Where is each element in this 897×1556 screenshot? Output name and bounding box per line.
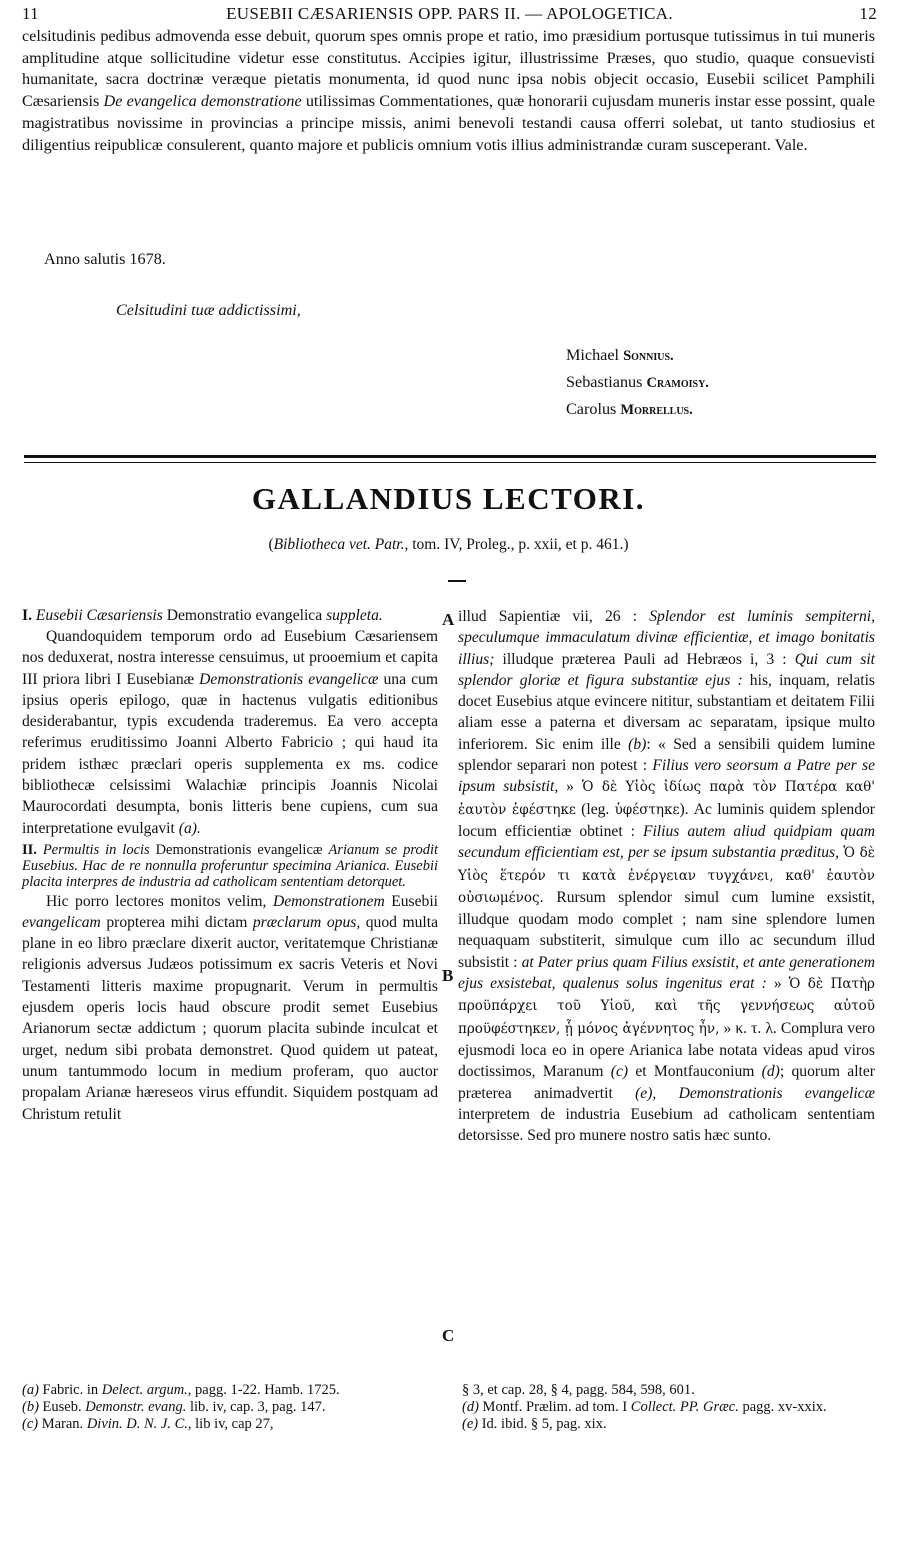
section-divider-thin: [24, 462, 876, 463]
signatory-last: Morrellus.: [620, 402, 693, 418]
footnote-text: lib. iv, cap. 3, pag. 147.: [186, 1398, 326, 1415]
footnote-text: , pagg. 1-22. Hamb. 1725.: [187, 1382, 340, 1398]
footnotes-right: [462, 1382, 882, 1432]
section-heading-italic: suppleta.: [326, 607, 383, 624]
text-run: Hic porro lectores monitos velim,: [46, 892, 273, 910]
footnotes-left: [22, 1382, 442, 1432]
text-run: Eusebii: [384, 892, 438, 910]
footnote-text: Montf. Prælim. ad tom. I: [478, 1398, 631, 1415]
section-heading-italic: Arianum se prodit Eusebius. Hac de re nonnulla proferuntur specimina Arianica. Eusebii placita interpres de industria ad catholicam sententiam detorquet.: [22, 841, 439, 891]
dedication-year: Anno salutis 1678.: [44, 250, 166, 268]
text-italic: Filius vero seorsum a Patre per se ipsum subsistit,: [458, 757, 875, 796]
text-run: una cum ipsius operis epilogo, quæ in hactenus vulgatis editionibus desiderabantur, typis excudenda traderemus. Ea vero accepta referimus eruditissimo Joanni Alberto Fabricio ; qui haud ita pridem isthæc præclari operis supplementa ex ms. codice bibliothecæ celsissimi Walachiæ principis Joannis Nicolai Maurocordati desumpta, bonis litteris bene cupiens, cum sua interpretatione evulgavit: [22, 670, 438, 837]
greek-text: Ὁ δὲ Υἱὸς ἕτερόν τι κατὰ ἐνέργειαν τυγχάνει, καθ' ἑαυτὸν οὐσιωμένος.: [458, 845, 875, 906]
footnote-text: lib iv, cap 27,: [191, 1415, 274, 1432]
footnote-italic: Collect. PP. Græc.: [630, 1398, 739, 1415]
margin-letter-c: C: [442, 1326, 455, 1345]
signatory-first: Sebastianus: [566, 373, 647, 391]
subtitle-open: (: [268, 536, 274, 553]
footnote-text: pagg. xv-xxix.: [738, 1398, 827, 1415]
text-run: Quandoquidem temporum ordo ad Eusebium Cæsariensem nos deduxerat, nostra interesse censuimus, ut prooemium et capita III priora libri I Eusebianæ: [22, 628, 438, 688]
running-header: [22, 4, 877, 26]
signatory-2: [566, 373, 709, 392]
text-italic: Qui cum sit splendor gloriæ et figura substantiæ ejus :: [458, 650, 875, 689]
greek-text: Ὁ δὲ Υἱὸς ἰδίως παρὰ τὸν Πατέρα καθ' ἑαυτὸν ἐφέστηκε: [458, 779, 876, 818]
text-italic: Splendor est luminis sempiterni, speculumque immaculatum divinæ efficientiæ, et imago bonitatis illius;: [458, 608, 875, 668]
dedication-text: [22, 26, 875, 156]
footnote-marker: (a): [22, 1382, 39, 1398]
greek-text: ὑφέστηκε: [614, 801, 680, 818]
signatory-last: Cramoisy.: [646, 375, 709, 391]
text-italic: Filius autem aliud quidpiam quam secundum efficientiam est, per se ipsum substantia præditus,: [458, 822, 875, 862]
signatory-last: Sonnius.: [623, 348, 674, 364]
text-italic: præclarum opus,: [252, 913, 361, 931]
footnote-text: Maran.: [38, 1415, 87, 1432]
signatory-first: Carolus: [566, 400, 621, 418]
left-column: [22, 606, 438, 1125]
text-italic: Demonstrationem: [272, 892, 385, 910]
dedication-text-b: utilissimas Commentationes, quæ honorarii cujusdam muneris instar esse possint, quale magistratibus novissime in provincias a principe missis, animi benevoli testandi causa offerri solebat, ut tanto studiosius et diligentius reipublicæ consulerent, quanto majore et publicis omnium votis illius administrandæ curam susceperant. Vale.: [22, 92, 876, 154]
subtitle-rest: , tom. IV, Proleg., p. xxii, et p. 461.): [404, 536, 629, 553]
section-number: II.: [22, 841, 37, 858]
running-title: EUSEBII CÆSARIENSIS OPP. PARS II. — APOLOGETICA.: [226, 4, 673, 23]
text-run: Rursum splendor simul cum lumine exsistit, illudque quodam modo complet ; nam sine splendore lumen nequaquam substiterit, simulque cum illo ac secundum illud subsistit :: [458, 888, 875, 971]
footnote-marker: (b): [22, 1398, 39, 1415]
text-run: »: [558, 778, 582, 796]
subtitle-italic: Bibliotheca vet. Patr.: [273, 536, 405, 553]
footnote-text: Id. ibid. § 5, pag. xix.: [478, 1415, 607, 1432]
footnote-ref: (e),: [635, 1084, 657, 1102]
margin-letter-a: A: [442, 610, 455, 629]
footnote: [462, 1382, 882, 1399]
text-run: quod multa plane in eo libro præclare dixerit auctor, veritatemque Christianæ religionis adversus Judæos potissimum ex sacris Veteris et Novi Testamenti litteris maxime propugnarit. Verum in permultis ejusdem operis locis haud obscure prodit semet Eusebius Arianorum sectæ addictum ; quorum placita subinde inculcat et urget, nedum sibi probata demonstret. Quod quidem ut pateat, unum tantummodo locum in medium proferam, quo auctor propalam Arianæ hæreseos virus effundit. Siquidem postquam ad Christum retulit: [22, 913, 438, 1123]
footnote-marker: (c): [22, 1415, 39, 1432]
footnote-ref: (b): [628, 735, 647, 753]
page-subtitle: [0, 536, 897, 554]
text-run: (leg.: [575, 800, 615, 818]
footnote: [22, 1416, 442, 1433]
footnote: [462, 1399, 882, 1416]
section-1-heading: [22, 606, 438, 626]
text-run: ; quorum alter præterea animadvertit: [458, 1063, 875, 1102]
footnote-text: § 3, et cap. 28, § 4, pagg. 584, 598, 601.: [462, 1382, 695, 1398]
text-italic: Demonstrationis evangelicæ: [656, 1084, 875, 1102]
footnote-italic: Delect. argum.: [101, 1382, 188, 1398]
dedication-paragraph: [22, 26, 875, 156]
footnote-text: Euseb.: [38, 1398, 86, 1415]
work-title-italic: De evangelica demonstratione: [103, 92, 302, 111]
footnote-ref: (a).: [178, 819, 201, 837]
footnote: [22, 1399, 442, 1416]
paragraph-1: [22, 626, 438, 839]
text-run: et Montfauconium: [628, 1063, 762, 1081]
page-number-left: 11: [22, 4, 39, 23]
dedication-text-a: celsitudinis pedibus admovenda esse debuit, quorum spes omnis prope et ratio, imo præsidium portusque tutissimus in tui muneris amplitudine atque sollicitudine videtur esse constitutus. Accipies igitur, illustrissime Præses, quo studio, quaque consuevisti humanitate, sacra doctrinæ veræque pietatis monumenta, id quod nunc ipsa nobis objecit occasio, Eusebii scilicet Pamphili Cæsariensis: [22, 27, 875, 111]
text-run: illud Sapientiæ vii, 26 :: [458, 608, 650, 625]
signatory-3: [566, 400, 693, 419]
footnote-ref: (d): [761, 1063, 780, 1081]
section-divider-thick: [24, 455, 876, 458]
footnote-marker: (d): [462, 1398, 479, 1415]
short-divider: [448, 580, 466, 582]
footnote-italic: Demonstr. evang.: [85, 1398, 187, 1415]
right-column: [458, 606, 875, 1146]
page-title: GALLANDIUS LECTORI.: [251, 481, 646, 516]
text-run: propterea mihi dictam: [100, 913, 253, 931]
margin-letter-b: B: [442, 966, 454, 985]
footnote-text: Fabric. in: [38, 1382, 102, 1398]
text-run: »: [766, 975, 789, 993]
text-run: interpretem de industria Eusebium ad catholicam sententiam detorsisse. Sed pro munere nostro satis hæc sunto.: [458, 1105, 875, 1145]
text-run: his, inquam, relatis docet Eusebius atque evincere nititur, substantiam et deitatem Filii aliam esse a paterna et diversam ac separatam, ipsique multo inferiorem. Sic enim ille: [458, 671, 875, 753]
footnote-ref: (c): [610, 1063, 629, 1081]
page-number-right: 12: [859, 4, 877, 23]
text-italic: evangelicam: [22, 913, 101, 931]
greek-text: Ὁ δὲ Πατὴρ προϋπάρχει τοῦ Υἱοῦ, καὶ τῆς γεννήσεως αὐτοῦ προϋφέστηκεν, ᾗ μόνος ἀγέννητος ἦν,: [458, 976, 875, 1037]
text-italic: Demonstrationis evangelicæ: [199, 670, 379, 688]
section-heading-italic: Eusebii Cæsariensis: [35, 607, 163, 624]
signatory-first: Michael: [566, 346, 624, 364]
section-2-heading: [22, 842, 438, 891]
dedication-closing: Celsitudini tuæ addictissimi,: [116, 301, 301, 319]
section-heading-text: Demonstratio evangelica: [162, 607, 327, 624]
paragraph-2: [22, 891, 438, 1125]
section-number: I.: [22, 607, 32, 624]
text-italic: at Pater prius quam Filius exsistit, et ante generationem ejus exsistebat, qualenus solus ingenitus erat :: [458, 953, 875, 993]
footnote: [462, 1416, 882, 1433]
section-heading-italic: Permultis in locis: [42, 841, 150, 858]
footnote: [22, 1382, 442, 1399]
right-paragraph: [458, 606, 875, 1146]
text-run: » κ. τ. λ. Complura vero ejusmodi loca eo in opere Arianica labe notata videas apud viros doctissimos, Maranum: [458, 1019, 875, 1081]
footnote-marker: (e): [462, 1415, 479, 1432]
signatory-1: [566, 346, 674, 365]
footnote-italic: Divin. D. N. J. C.,: [86, 1415, 192, 1432]
text-run: illudque præterea Pauli ad Hebræos i, 3 :: [494, 650, 795, 668]
text-run: : « Sed a sensibili quidem lumine splendor separari non potest :: [458, 735, 876, 775]
text-run: ). Ac luminis quidem splendor locum efficientiæ obtinet :: [458, 800, 875, 840]
section-heading-text: Demonstrationis evangelicæ: [149, 841, 329, 858]
